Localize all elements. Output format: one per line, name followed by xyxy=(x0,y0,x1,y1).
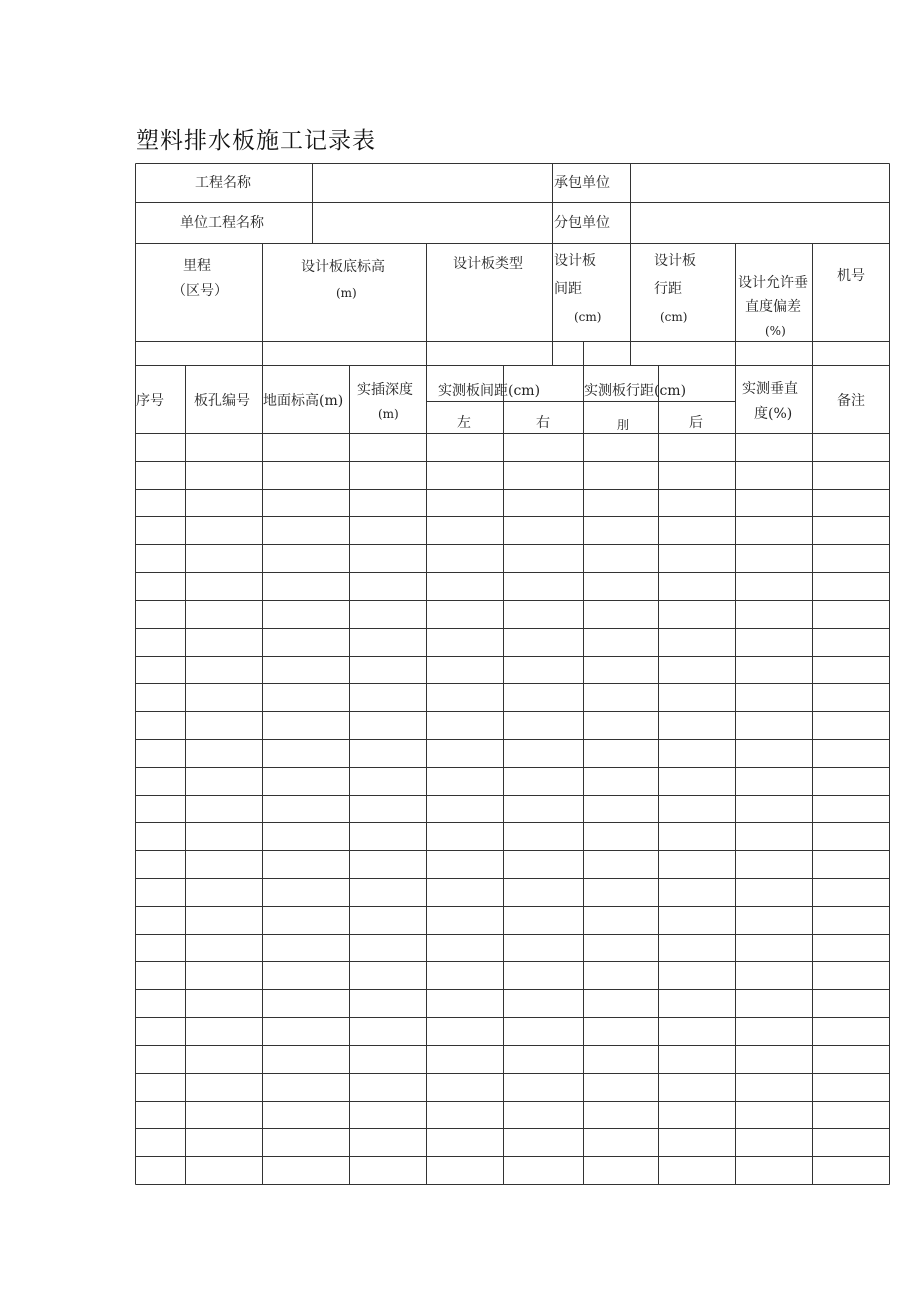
col-back: 后 xyxy=(689,415,703,431)
subcontractor-label: 分包单位 xyxy=(554,215,610,231)
design-row-spacing-unit: (cm) xyxy=(660,310,688,324)
col-remarks: 备注 xyxy=(837,393,865,409)
design-tolerance-label: 设计允许垂 xyxy=(738,275,808,291)
machine-no-label: 机号 xyxy=(837,268,865,284)
design-spacing-unit: (cm) xyxy=(574,310,602,324)
project-name-label: 工程名称 xyxy=(195,175,251,191)
col-seq: 序号 xyxy=(136,393,164,409)
design-board-type-label: 设计板类型 xyxy=(453,256,523,272)
col-left: 左 xyxy=(457,415,471,431)
col-measured-spacing: 实测板间距(cm) xyxy=(438,383,541,399)
design-bottom-elev-unit: (m) xyxy=(336,286,357,300)
col-right: 右 xyxy=(536,415,550,431)
col-front: 刖 xyxy=(617,418,630,432)
col-ground-elev: 地面标高(m) xyxy=(263,393,344,409)
col-depth: 实插深度 xyxy=(357,382,413,398)
design-bottom-elev-label: 设计板底标高 xyxy=(301,259,385,275)
col-verticality: 实测垂直 xyxy=(742,381,798,397)
record-table xyxy=(135,163,890,1185)
col-depth-unit: (m) xyxy=(378,407,399,421)
design-tolerance-label-2: 直度偏差 xyxy=(745,299,801,315)
col-verticality-unit: 度(%) xyxy=(754,406,793,422)
design-spacing-label-2: 间距 xyxy=(554,281,582,297)
design-spacing-label: 设计板 xyxy=(554,253,596,269)
col-hole-no: 板孔编号 xyxy=(194,393,250,409)
design-tolerance-unit: (%) xyxy=(765,324,786,338)
unit-project-label: 单位工程名称 xyxy=(180,215,264,231)
zone-label: （区号） xyxy=(172,283,228,299)
contractor-label: 承包单位 xyxy=(554,175,610,191)
design-row-spacing-label-2: 行距 xyxy=(654,281,682,297)
page-title: 塑料排水板施工记录表 xyxy=(136,128,376,154)
design-row-spacing-label: 设计板 xyxy=(654,253,696,269)
col-measured-row-spacing: 实测板行距(cm) xyxy=(584,383,687,399)
mileage-label: 里程 xyxy=(183,258,211,274)
table-grid xyxy=(135,163,890,1185)
